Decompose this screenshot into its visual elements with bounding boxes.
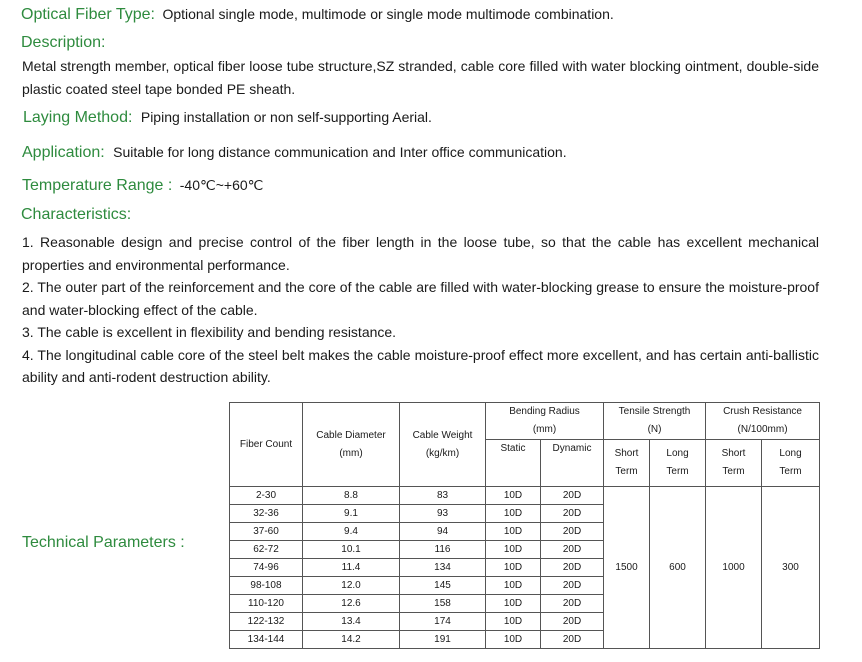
table-cell: 93 xyxy=(400,505,486,523)
table-cell: 32-36 xyxy=(230,505,303,523)
header-tensile-strength: Tensile Strength (N) xyxy=(604,403,706,440)
application-label: Application: xyxy=(22,144,105,161)
crush-short-value: 1000 xyxy=(706,487,762,649)
characteristic-item: 3. The cable is excellent in flexibility and bending resistance. xyxy=(22,324,397,340)
characteristic-item: 2. The outer part of the reinforcement and the core of the cable are filled with water-blocking grease to ensure the moisture-proof and water-blocking effect of the cable. xyxy=(22,279,819,318)
temperature-line xyxy=(22,177,263,195)
header-crush-long-term: Long Term xyxy=(762,440,820,487)
table-cell: 62-72 xyxy=(230,541,303,559)
header-cable-weight: Cable Weight (kg/km) xyxy=(400,403,486,487)
crush-long-value: 300 xyxy=(762,487,820,649)
laying-method-value: Piping installation or non self-supporting Aerial. xyxy=(140,109,432,125)
table-cell: 10.1 xyxy=(303,541,400,559)
table-cell: 12.6 xyxy=(303,595,400,613)
table-cell: 20D xyxy=(541,505,604,523)
table-cell: 10D xyxy=(486,487,541,505)
table-cell: 134-144 xyxy=(230,631,303,649)
header-crush-short-term: Short Term xyxy=(706,440,762,487)
table-cell: 134 xyxy=(400,559,486,577)
table-cell: 10D xyxy=(486,541,541,559)
tensile-short-value: 1500 xyxy=(604,487,650,649)
table-row xyxy=(230,487,820,505)
header-cable-diameter: Cable Diameter (mm) xyxy=(303,403,400,487)
characteristics-list xyxy=(22,231,819,389)
table-cell: 20D xyxy=(541,577,604,595)
table-cell: 9.4 xyxy=(303,523,400,541)
header-bending-radius: Bending Radius (mm) xyxy=(486,403,604,440)
header-tensile-short-term: Short Term xyxy=(604,440,650,487)
table-cell: 20D xyxy=(541,541,604,559)
temperature-value: -40℃~+60℃ xyxy=(179,177,264,193)
table-cell: 10D xyxy=(486,631,541,649)
table-cell: 74-96 xyxy=(230,559,303,577)
table-cell: 37-60 xyxy=(230,523,303,541)
table-cell: 10D xyxy=(486,523,541,541)
table-cell: 158 xyxy=(400,595,486,613)
header-dynamic: Dynamic xyxy=(541,440,604,487)
fiber-type-value: Optional single mode, multimode or single mode multimode combination. xyxy=(162,6,614,22)
characteristic-item: 1. Reasonable design and precise control of the fiber length in the loose tube, so that the cable has excellent mechanical properties and environmental performance. xyxy=(22,234,819,273)
table-cell: 10D xyxy=(486,559,541,577)
table-cell: 116 xyxy=(400,541,486,559)
technical-parameters-label: Technical Parameters : xyxy=(22,534,185,551)
table-cell: 2-30 xyxy=(230,487,303,505)
table-cell: 10D xyxy=(486,577,541,595)
fiber-type-label: Optical Fiber Type: xyxy=(21,6,155,23)
temperature-label: Temperature Range : xyxy=(22,177,173,194)
tensile-long-value: 600 xyxy=(650,487,706,649)
laying-method-line xyxy=(23,109,432,127)
table-cell: 11.4 xyxy=(303,559,400,577)
table-cell: 122-132 xyxy=(230,613,303,631)
application-value: Suitable for long distance communication and Inter office communication. xyxy=(113,144,567,160)
table-cell: 20D xyxy=(541,613,604,631)
table-cell: 10D xyxy=(486,595,541,613)
table-cell: 13.4 xyxy=(303,613,400,631)
table-cell: 98-108 xyxy=(230,577,303,595)
table-cell: 83 xyxy=(400,487,486,505)
table-cell: 10D xyxy=(486,505,541,523)
description-text: Metal strength member, optical fiber loose tube structure,SZ stranded, cable core filled with water blocking ointment, double-side plastic coated steel tape bonded PE sheath. xyxy=(22,58,819,97)
header-tensile-long-term: Long Term xyxy=(650,440,706,487)
fiber-type-line xyxy=(21,6,614,24)
table-cell: 14.2 xyxy=(303,631,400,649)
header-crush-resistance: Crush Resistance (N/100mm) xyxy=(706,403,820,440)
description-label: Description: xyxy=(21,34,106,51)
technical-parameters-table xyxy=(229,402,820,649)
table-cell: 20D xyxy=(541,487,604,505)
table-cell: 20D xyxy=(541,559,604,577)
application-line xyxy=(22,144,567,162)
table-cell: 110-120 xyxy=(230,595,303,613)
table-cell: 9.1 xyxy=(303,505,400,523)
table-cell: 20D xyxy=(541,595,604,613)
header-fiber-count: Fiber Count xyxy=(230,403,303,487)
table-cell: 94 xyxy=(400,523,486,541)
table-cell: 8.8 xyxy=(303,487,400,505)
table-cell: 20D xyxy=(541,523,604,541)
header-static: Static xyxy=(486,440,541,487)
laying-method-label: Laying Method: xyxy=(23,109,133,126)
table-cell: 145 xyxy=(400,577,486,595)
characteristic-item: 4. The longitudinal cable core of the steel belt makes the cable moisture-proof effect more excellent, and has certain anti-ballistic ability and anti-rodent destruction ability. xyxy=(22,346,819,385)
table-cell: 10D xyxy=(486,613,541,631)
characteristics-label: Characteristics: xyxy=(21,206,132,223)
table-cell: 12.0 xyxy=(303,577,400,595)
table-cell: 174 xyxy=(400,613,486,631)
table-cell: 20D xyxy=(541,631,604,649)
table-cell: 191 xyxy=(400,631,486,649)
